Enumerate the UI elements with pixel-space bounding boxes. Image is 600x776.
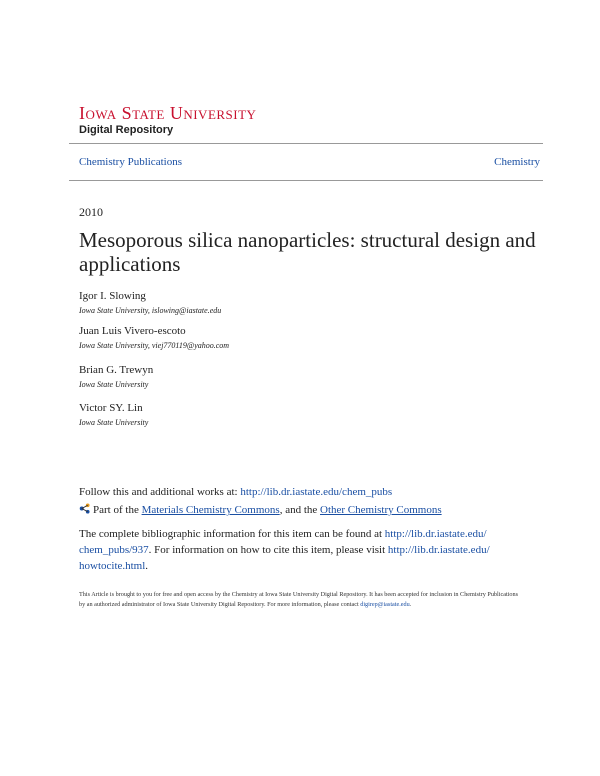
access-notice-text: This Article is brought to you for free and open access by the Chemistry at Iowa State University Digital Repository. It has been accepted for inclusion in Chemistry Publications by an authorized administrator of Iowa State University Digital Repository. For more information, please contact xyxy=(79,591,518,608)
author-name: Brian G. Trewyn xyxy=(79,364,154,376)
repository-name: Digital Repository xyxy=(79,124,174,136)
publication-year: 2010 xyxy=(79,205,103,219)
other-chemistry-commons-link[interactable]: Other Chemistry Commons xyxy=(320,504,442,516)
series-divider xyxy=(69,180,543,181)
series-link-chemistry[interactable]: Chemistry xyxy=(494,156,540,168)
author-entry xyxy=(79,364,153,390)
university-name: Iowa State University xyxy=(79,103,257,123)
collection-link[interactable]: http://lib.dr.iastate.edu/chem_pubs xyxy=(240,486,393,498)
article-title: Mesoporous silica nanoparticles: structural design and applications xyxy=(79,228,536,276)
citation-middle: . For information on how to cite this item, please visit xyxy=(148,544,388,556)
citation-paragraph xyxy=(79,526,519,574)
part-of-prefix: Part of the xyxy=(93,504,142,516)
citation-suffix: . xyxy=(145,560,149,572)
author-affiliation: Iowa State University xyxy=(79,418,149,427)
access-notice xyxy=(79,590,519,610)
top-divider xyxy=(69,143,543,144)
author-entry xyxy=(79,290,221,316)
author-name: Victor SY. Lin xyxy=(79,402,143,414)
item-link-part2: chem_pubs/937 xyxy=(79,544,149,556)
author-entry xyxy=(79,325,229,351)
part-of-line xyxy=(79,503,442,516)
university-logo xyxy=(79,104,256,137)
part-of-middle: , and the xyxy=(279,504,321,516)
contact-email-link[interactable]: digirep@iastate.edu xyxy=(360,601,410,608)
howtocite-link-part1: http://lib.dr.iastate.edu/ xyxy=(387,544,490,556)
follow-prefix: Follow this and additional works at: xyxy=(79,486,241,498)
author-entry xyxy=(79,402,148,428)
author-name: Igor I. Slowing xyxy=(79,290,146,302)
materials-chemistry-commons-link[interactable]: Materials Chemistry Commons xyxy=(141,504,280,516)
access-notice-end: . xyxy=(409,601,412,608)
series-link-chemistry-publications[interactable]: Chemistry Publications xyxy=(79,156,182,168)
howtocite-link-part2: howtocite.html xyxy=(79,560,146,572)
author-affiliation: Iowa State University xyxy=(79,380,149,389)
author-name: Juan Luis Vivero-escoto xyxy=(79,325,186,337)
follow-line xyxy=(79,486,392,498)
network-share-icon xyxy=(79,503,90,514)
author-affiliation: Iowa State University, islowing@iastate.edu xyxy=(79,306,222,315)
author-affiliation: Iowa State University, viej770119@yahoo.com xyxy=(79,341,230,350)
item-link-part1: http://lib.dr.iastate.edu/ xyxy=(384,528,487,540)
citation-prefix: The complete bibliographic information for this item can be found at xyxy=(79,528,385,540)
